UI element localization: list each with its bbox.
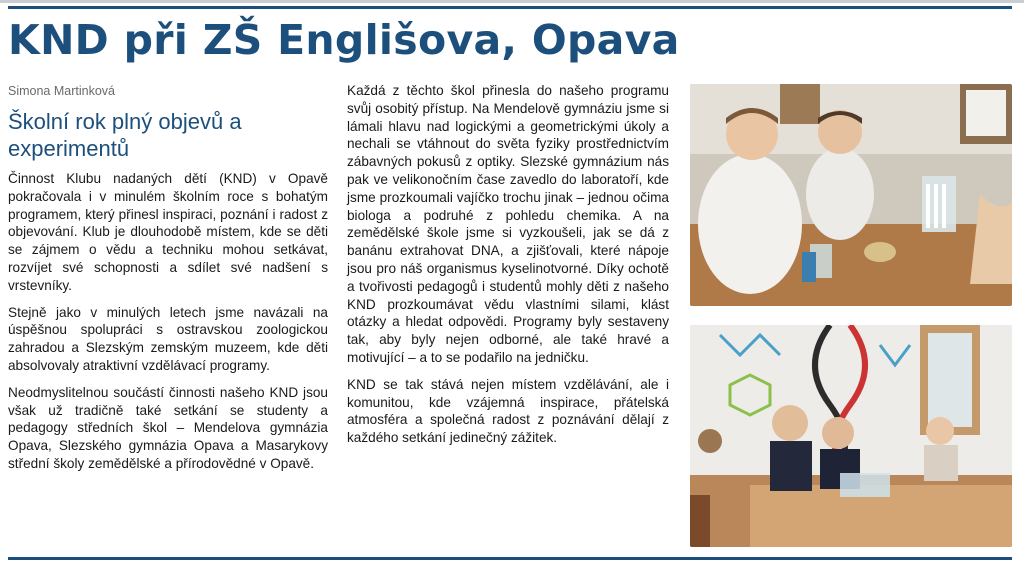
top-gray-rule (0, 0, 1024, 3)
article-author: Simona Martinková (8, 84, 115, 98)
article-subtitle: Školní rok plný objevů a experimentů (8, 109, 242, 161)
text-column-2 (347, 82, 669, 456)
bottom-rule (8, 557, 1012, 560)
paragraph: KND se tak stává nejen místem vzdělávání, ale i komunitou, kde vzájemná inspirace, přátelská atmosféra a společná radost z poznávání dělají z každého setkání jedinečný zážitek. (347, 376, 669, 446)
paragraph: Stejně jako v minulých letech jsme navázali na úspěšnou spolupráci s ostravskou zoologickou zahradou a Slezským zemským muzeem, kde děti absolvovaly atraktivní vzdělávací programy. (8, 304, 328, 373)
article-title: KND při ZŠ Engliš​ova, Opava (8, 16, 680, 64)
top-rule (8, 6, 1012, 9)
paragraph: Každá z těchto škol přinesla do našeho programu svůj osobitý přístup. Na Mendelově gymnáziu jsme si lámali hlavu nad logickými a geometrickými úkoly a nechali se vtáhnout do světa fyziky prostřednictvím zábavných pokusů z optiky. Slezské gymnázium nás pak ve velikonočním čase zavedlo do laboratoří, kde jsme prozkoumali vajíčko trochu jinak – jednou očima biologa a podruhé z pohledu chemika. A na zemědělské škole jsme si vyzkoušeli, jak se dá z banánu extrahovat DNA, a zjišťovali, které nápoje jsou pro náš organismus kyselinotvorné. Díky ochotě a tvořivosti pedagogů i studentů mohly děti z našeho KND prozkoumávat vědu vlastními silami, klást otázky a hledat odpovědi. Programy byly sestaveny tak, aby byly nejen odborné, ale také hravé a motivující – a to se podařilo na jedničku. (347, 83, 669, 365)
paragraph: Činnost Klubu nadaných dětí (KND) v Opavě pokračovala i v minulém školním roce s bohatým programem, který přinesl inspiraci, poznání i radost z objevování. Klub je dlouhodobě místem, kde se děti se zájmem o vědu a techniku mohou setkávat, rozvíjet své schopnosti a sdílet své nadšení s vrstevníky. (8, 171, 328, 293)
photo-classroom-dna-mural (690, 325, 1012, 547)
text-column-1 (8, 170, 328, 482)
paragraph: Neodmyslitelnou součástí činnosti našeho KND jsou však už tradičně také setkání se studenty a pedagogy středních škol – Mendelova gymnázia Opava, Slezského gymnázia Opava a Masarykovy střední školy zemědělské a přírodovědné v Opavě. (8, 384, 328, 471)
photo-children-experiment (690, 84, 1012, 306)
